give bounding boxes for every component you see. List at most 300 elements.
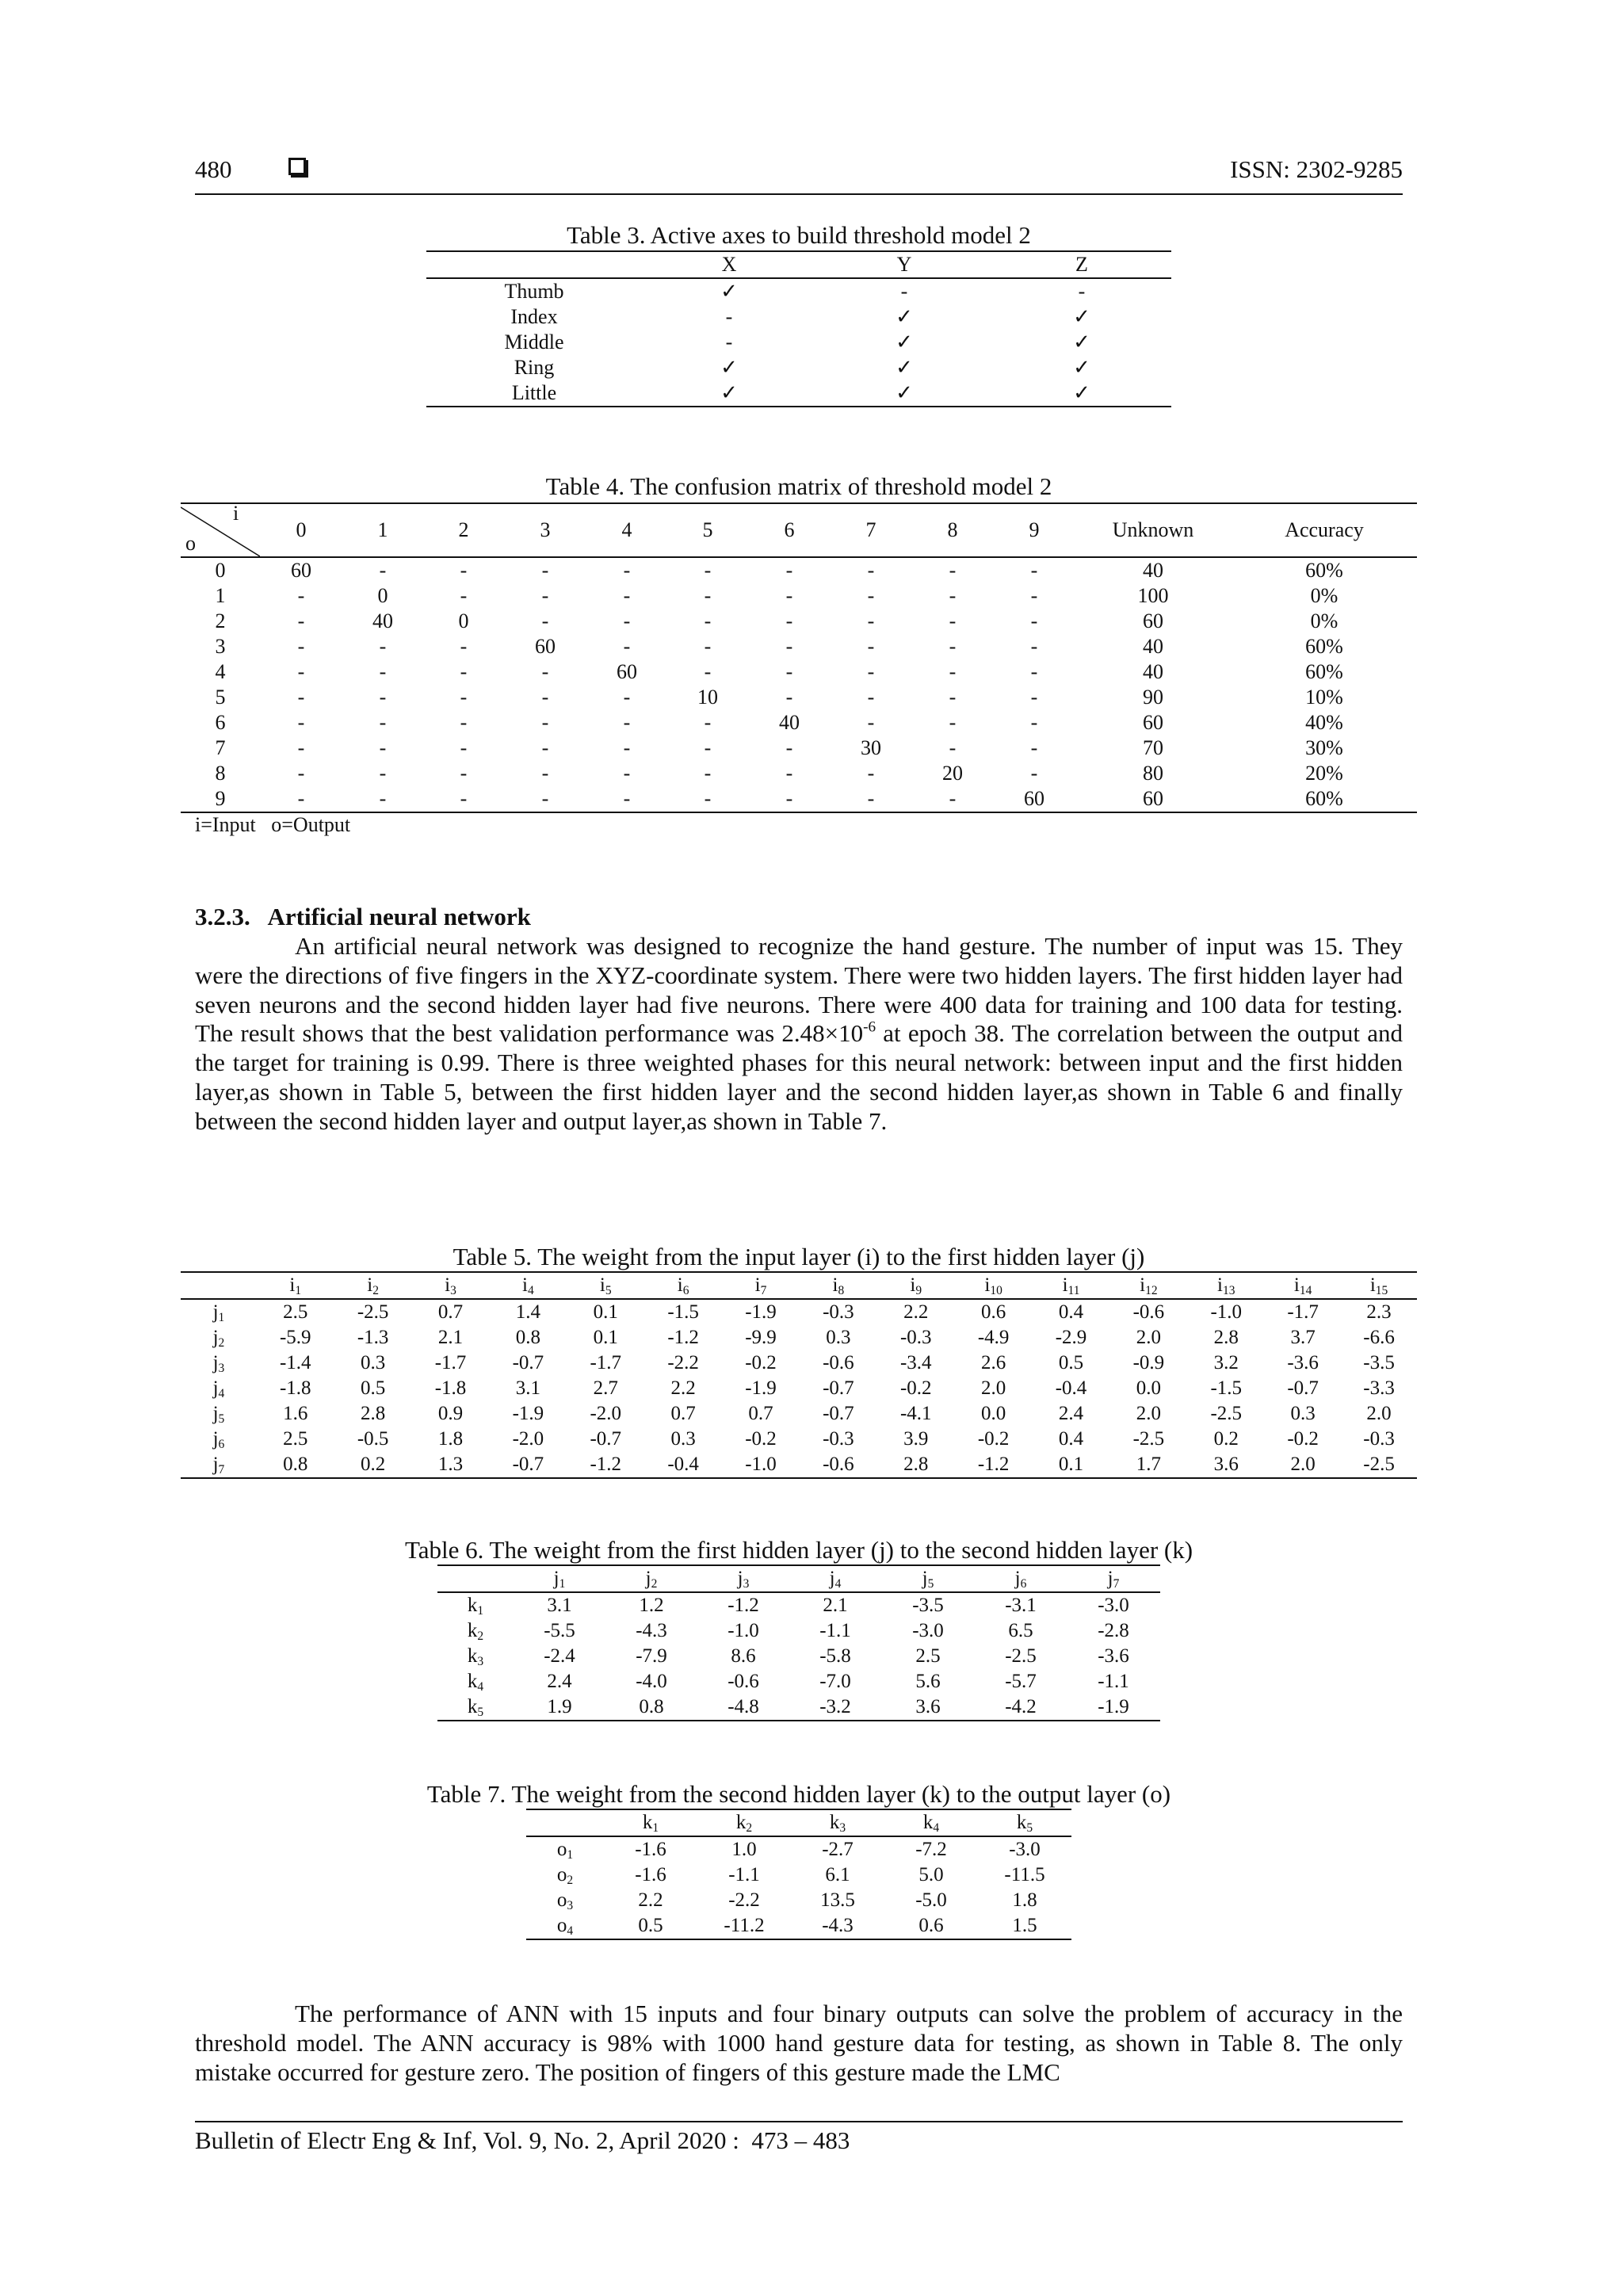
- table-row: [181, 1427, 1417, 1452]
- table4-cell: -: [1030, 660, 1038, 683]
- table4-cell: 10%: [1305, 686, 1343, 709]
- table-row: [181, 1401, 1417, 1427]
- table5-cell: 2.8: [361, 1403, 386, 1424]
- closing-paragraph: The performance of ANN with 15 inputs and four binary outputs can solve the problem of accuracy in the threshold model. The ANN accuracy is 98% with 1000 hand gesture data for testing, as shown in Table 8. The only mistake occurred for gesture zero. The position of fingers of this gesture made the LMC: [195, 2000, 1403, 2086]
- table5-cell: -0.6: [823, 1352, 854, 1373]
- table7-row-label: [526, 1913, 604, 1939]
- table4-cell: 0: [377, 584, 388, 607]
- table7: [526, 1809, 1071, 1940]
- table7-col-header: [884, 1809, 978, 1836]
- table5-cell: -0.3: [823, 1428, 854, 1450]
- table3-row-label: Index: [510, 305, 558, 328]
- table-row: [526, 1862, 1071, 1888]
- table5-cell: 0.3: [361, 1352, 386, 1373]
- table5-row-label-text: $j_5$: [212, 1403, 225, 1426]
- table5-cell: -0.6: [800, 1452, 877, 1478]
- table-row: [181, 634, 1417, 659]
- table6-cell: -1.1: [819, 1620, 851, 1641]
- table4-cell: -: [785, 736, 793, 759]
- table4-cell: -: [949, 584, 957, 607]
- table4-cell: -: [297, 584, 305, 607]
- table6-col-header: [605, 1565, 697, 1592]
- table6-cell: -5.5: [544, 1620, 575, 1641]
- table5-cell: -1.9: [745, 1301, 777, 1323]
- table6-row-label-text: $k_3$: [467, 1645, 484, 1668]
- table4-header-row: [181, 503, 1417, 557]
- table7-row-label: [526, 1888, 604, 1913]
- table4-cell: -: [704, 609, 712, 632]
- table-row: [526, 1888, 1071, 1913]
- table4-cell: 70: [1143, 736, 1163, 759]
- table5-cell: 3.9: [903, 1428, 929, 1450]
- table5-cell: 0.1: [1033, 1452, 1110, 1478]
- table6-header-row: [437, 1565, 1160, 1592]
- table3-cell: ✓: [1073, 330, 1090, 353]
- table5-cell: -2.0: [512, 1428, 544, 1450]
- table5-cell: -1.0: [1210, 1301, 1243, 1323]
- table7-row-label-text: $o_2$: [556, 1864, 574, 1887]
- table3-col-header: Z: [992, 251, 1171, 278]
- table4-cell: 20%: [1305, 762, 1343, 785]
- table4-col-header: 0: [260, 503, 342, 557]
- table3-cell: ✓: [896, 305, 913, 328]
- table5-cell: 0.5: [1058, 1352, 1084, 1373]
- table5-cell: -0.4: [644, 1452, 722, 1478]
- table-row: [437, 1644, 1160, 1669]
- table3-cell: -: [1078, 280, 1086, 303]
- table5-cell: 0.5: [361, 1377, 386, 1399]
- table4-cell: -: [460, 559, 468, 582]
- table5-cell: -1.7: [434, 1352, 467, 1373]
- table7-cell: 2.2: [638, 1889, 663, 1911]
- table4-cell: -: [867, 584, 875, 607]
- table7-cell: 0.5: [604, 1913, 697, 1939]
- table5-cell: -0.2: [977, 1428, 1010, 1450]
- table6-row-label-text: $k_5$: [467, 1696, 484, 1719]
- table5-cell: -0.7: [823, 1377, 854, 1399]
- table4-cell: -: [1030, 584, 1038, 607]
- table4-cell: 30: [861, 736, 881, 759]
- table4-cell: -: [785, 559, 793, 582]
- table5-cell: -2.5: [1341, 1452, 1417, 1478]
- table4-cell: -: [785, 686, 793, 709]
- table6-row-label-text: $k_1$: [467, 1595, 484, 1618]
- table6-col-label: $j_2$: [645, 1568, 658, 1591]
- table7-col-label: $k_4$: [922, 1812, 940, 1835]
- table4-cell: -: [867, 686, 875, 709]
- table4-cell: -: [949, 559, 957, 582]
- table3-header-row: [426, 251, 1171, 278]
- table5-cell: -0.5: [357, 1428, 389, 1450]
- table3-caption: Table 3. Active axes to build threshold model 2: [567, 221, 1031, 249]
- table4-cell: -: [260, 786, 342, 812]
- table-row: [437, 1592, 1160, 1618]
- table5-cell: 2.5: [283, 1301, 308, 1323]
- table4-cell: -: [949, 635, 957, 658]
- table4-col-header: 9: [994, 503, 1075, 557]
- table6-cell: -5.8: [819, 1645, 851, 1667]
- footer-rule: [195, 2121, 1403, 2122]
- table5-cell: 0.1: [593, 1327, 618, 1348]
- table5-col-label: $i_3$: [445, 1274, 456, 1297]
- table3-row-label: Little: [426, 380, 642, 407]
- table7-header-row: [526, 1809, 1071, 1836]
- table3-cell: ✓: [896, 330, 913, 353]
- table4-cell: -: [297, 736, 305, 759]
- table7-row-label: [526, 1862, 604, 1888]
- table5-col-header: [1187, 1272, 1265, 1299]
- table5-cell: 3.2: [1213, 1352, 1239, 1373]
- table5-cell: -1.8: [279, 1377, 311, 1399]
- table7-cell: 6.1: [825, 1864, 850, 1885]
- table5-row-label-text: $j_2$: [212, 1327, 225, 1350]
- table4-cell: -: [623, 609, 631, 632]
- table5-cell: 1.3: [412, 1452, 490, 1478]
- table5-cell: 0.4: [1058, 1428, 1084, 1450]
- table7-cell: -5.0: [915, 1889, 947, 1911]
- table4-cell: -: [460, 711, 468, 734]
- table4-cell: 80: [1143, 762, 1163, 785]
- table6-cell: -4.2: [975, 1694, 1067, 1721]
- table4-cell: 0%: [1310, 584, 1338, 607]
- table4-cell: -: [785, 762, 793, 785]
- table6-row-label: [437, 1694, 514, 1721]
- table4-cell: -: [460, 736, 468, 759]
- table4-cell: -: [1030, 686, 1038, 709]
- table5-row-label-text: $j_1$: [212, 1301, 225, 1324]
- table5-col-label: $i_5$: [599, 1274, 612, 1297]
- table4-cell: 30%: [1305, 736, 1343, 759]
- table5-cell: -4.9: [977, 1327, 1010, 1348]
- table3-cell: ✓: [1073, 305, 1090, 328]
- table6-col-header: [975, 1565, 1067, 1592]
- table4: [181, 502, 1417, 813]
- table4-cell: -: [704, 736, 712, 759]
- table6-caption: Table 6. The weight from the first hidden layer (j) to the second hidden layer (k): [404, 1536, 1193, 1564]
- table6-col-label: $j_7$: [1107, 1568, 1120, 1591]
- table5-cell: 0.4: [1058, 1301, 1084, 1323]
- table-row: [181, 786, 1417, 812]
- table5-cell: -1.2: [955, 1452, 1033, 1478]
- table4-cell: -: [297, 635, 305, 658]
- table-row: [426, 355, 1171, 380]
- table6-cell: 5.6: [915, 1671, 941, 1692]
- table7-cell: -1.6: [635, 1839, 666, 1860]
- table5-cell: 0.3: [826, 1327, 851, 1348]
- table4-col-header: 3: [504, 503, 586, 557]
- table6-col-header: [514, 1565, 605, 1592]
- table-row: [437, 1669, 1160, 1694]
- table4-cell: -: [623, 635, 631, 658]
- table4-cell: -: [460, 686, 468, 709]
- table5-cell: 0.8: [257, 1452, 334, 1478]
- table4-cell: -: [541, 660, 549, 683]
- table3-col-header: [426, 251, 642, 278]
- table6-cell: 2.4: [547, 1671, 572, 1692]
- table5-cell: 2.7: [593, 1377, 618, 1399]
- table6-row-label-text: $k_4$: [467, 1671, 484, 1694]
- table4-cell: 0%: [1310, 609, 1338, 632]
- table5-cell: -0.2: [745, 1428, 777, 1450]
- table4-cell: -: [342, 786, 423, 812]
- table5-cell: -0.4: [1055, 1377, 1087, 1399]
- table5-cell: -2.2: [667, 1352, 699, 1373]
- table4-cell: -: [623, 584, 631, 607]
- table5-col-label: $i_6$: [677, 1274, 689, 1297]
- table5-cell: 2.0: [981, 1377, 1006, 1399]
- table4-cell: -: [541, 711, 549, 734]
- table7-cell: 5.0: [918, 1864, 944, 1885]
- table4-cell: 90: [1143, 686, 1163, 709]
- table4-cell: -: [297, 609, 305, 632]
- table-row: [526, 1913, 1071, 1939]
- table4-cell: -: [1030, 609, 1038, 632]
- table6-cell: 3.6: [881, 1694, 975, 1721]
- table4-cell: -: [541, 584, 549, 607]
- table4-cell: -: [831, 786, 911, 812]
- table5-cell: -1.7: [1287, 1301, 1319, 1323]
- table6-corner-cell: [437, 1565, 514, 1592]
- table5-cell: -3.4: [899, 1352, 932, 1373]
- table6-cell: -0.6: [727, 1671, 759, 1692]
- table5-cell: -0.7: [489, 1452, 567, 1478]
- table7-row-label-text: $o_3$: [556, 1889, 574, 1912]
- table-row: [437, 1618, 1160, 1644]
- table5-row-label-text: $j_4$: [212, 1377, 225, 1400]
- table6-row-label: [437, 1618, 514, 1644]
- table4-cell: 60: [617, 660, 637, 683]
- table-row: [426, 304, 1171, 330]
- table5-cell: -0.3: [823, 1301, 854, 1323]
- table4-col-header: Accuracy: [1232, 503, 1417, 557]
- table4-cell: 40: [1143, 660, 1163, 683]
- table4-cell: -: [504, 786, 586, 812]
- table6-row-label: [437, 1669, 514, 1694]
- table6: [437, 1564, 1160, 1721]
- table5-col-label: $i_9$: [910, 1274, 922, 1297]
- table3-cell: ✓: [642, 380, 816, 407]
- paragraph-text-part2: at epoch 38. The correlation between the output and the target for training is 0.99. There is three weighted phases for this neural network: between input and the first hidden layer,as shown in Table 5, between the first hidden layer and the second hidden layer,as shown in Table 6 and finally between the second hidden layer and output layer,as shown in Table 7.: [195, 1019, 1403, 1135]
- table6-row-label: [437, 1592, 514, 1618]
- table4-note: i=Input o=Output: [195, 813, 351, 836]
- table5-cell: -1.2: [667, 1327, 699, 1348]
- table6-cell: -4.3: [636, 1620, 667, 1641]
- table5-cell: 0.3: [1290, 1403, 1316, 1424]
- table4-cell: -: [949, 609, 957, 632]
- table5-cell: -0.2: [745, 1352, 777, 1373]
- table6-cell: 2.1: [823, 1595, 848, 1616]
- table4-cell: -: [867, 609, 875, 632]
- table7-cell: -7.2: [915, 1839, 947, 1860]
- table-row: [181, 1325, 1417, 1350]
- table-row: [526, 1836, 1071, 1862]
- table4-cell: -: [623, 736, 631, 759]
- table7-col-label: $k_2$: [735, 1812, 753, 1835]
- table4-cell: -: [867, 762, 875, 785]
- table5-cell: -3.3: [1363, 1377, 1395, 1399]
- table5-cell: 0.9: [437, 1403, 464, 1424]
- table6-col-label: $j_1$: [553, 1568, 566, 1591]
- table5-cell: 2.4: [1058, 1403, 1084, 1424]
- table5-row-label-text: $j_7$: [212, 1454, 225, 1477]
- table4-cell: 10: [697, 686, 718, 709]
- table5-cell: -3.6: [1287, 1352, 1319, 1373]
- table6-cell: 0.8: [605, 1694, 697, 1721]
- table5-col-header: [1109, 1272, 1187, 1299]
- table4-cell: -: [541, 686, 549, 709]
- table6-cell: -3.0: [1098, 1595, 1129, 1616]
- table3-col-header: X: [642, 251, 816, 278]
- table7-cell: -2.7: [822, 1839, 854, 1860]
- table-row: [426, 380, 1171, 407]
- table5-header-row: [181, 1272, 1417, 1299]
- table4-col-header: 5: [667, 503, 748, 557]
- table4-cell: -: [623, 559, 631, 582]
- table5-cell: -0.9: [1132, 1352, 1165, 1373]
- table6-col-label: $j_6$: [1014, 1568, 1027, 1591]
- table4-cell: -: [704, 635, 712, 658]
- table-row: [181, 735, 1417, 761]
- table7-cell: -11.2: [697, 1913, 791, 1939]
- table-row: [181, 710, 1417, 735]
- table3: [426, 250, 1171, 407]
- table5-cell: -2.5: [1132, 1428, 1165, 1450]
- table-row: [181, 609, 1417, 634]
- table6-cell: -1.0: [727, 1620, 759, 1641]
- table-row: [437, 1694, 1160, 1721]
- table4-cell: 60: [994, 786, 1075, 812]
- table5-cell: 3.7: [1290, 1327, 1316, 1348]
- box-glyph-icon: [288, 158, 306, 175]
- table5-cell: 3.6: [1187, 1452, 1265, 1478]
- table4-row-label: 0: [215, 559, 226, 582]
- table4-cell: 60: [1143, 609, 1163, 632]
- table7-row-label-text: $o_1$: [556, 1839, 574, 1862]
- table5-col-label: $i_1$: [289, 1274, 302, 1297]
- table6-col-header: [789, 1565, 881, 1592]
- table4-cell: -: [297, 660, 305, 683]
- table7-cell: 0.6: [884, 1913, 978, 1939]
- table5-col-label: $i_{11}$: [1062, 1274, 1080, 1297]
- table5-cell: 3.1: [515, 1377, 541, 1399]
- table5-cell: 2.8: [1213, 1327, 1239, 1348]
- table4-cell: -: [704, 559, 712, 582]
- table4-row-label: 3: [215, 635, 226, 658]
- table3-cell: -: [725, 305, 733, 328]
- table-row: [426, 278, 1171, 304]
- table4-col-header: 1: [342, 503, 423, 557]
- table6-cell: -2.4: [544, 1645, 575, 1667]
- table5-cell: -1.4: [279, 1352, 311, 1373]
- table6-cell: -2.5: [1005, 1645, 1037, 1667]
- table4-cell: -: [541, 559, 549, 582]
- table3-row-label: Thumb: [504, 280, 564, 303]
- table5-col-label: $i_4$: [522, 1274, 534, 1297]
- table4-cell: -: [423, 786, 504, 812]
- table3-cell: ✓: [1073, 356, 1090, 379]
- table3-row-label: Ring: [514, 356, 555, 379]
- table5-cell: -1.7: [590, 1352, 622, 1373]
- table5-cell: -0.2: [1287, 1428, 1319, 1450]
- table4-cell: -: [379, 635, 387, 658]
- table4-cell: 40: [1143, 635, 1163, 658]
- table-row: [181, 685, 1417, 710]
- table4-cell: -: [460, 635, 468, 658]
- table6-cell: -5.7: [1005, 1671, 1037, 1692]
- table4-cell: -: [541, 609, 549, 632]
- table4-cell: -: [949, 660, 957, 683]
- table5-col-header: [1265, 1272, 1341, 1299]
- table4-cell: 60%: [1305, 660, 1343, 683]
- table4-cell: -: [541, 762, 549, 785]
- table4-cell: -: [586, 786, 667, 812]
- table4-cell: 40: [1143, 559, 1163, 582]
- table5-cell: 0.8: [515, 1327, 541, 1348]
- table4-caption: Table 4. The confusion matrix of threshold model 2: [545, 472, 1052, 500]
- table3-cell: ✓: [816, 380, 992, 407]
- table5-row-label: [181, 1452, 257, 1478]
- table4-row-label: 6: [215, 711, 226, 734]
- table4-cell: -: [867, 559, 875, 582]
- table5-col-label: $i_{14}$: [1293, 1274, 1312, 1297]
- table6-row-label: [437, 1644, 514, 1669]
- table4-cell: -: [785, 584, 793, 607]
- table6-col-label: $j_5$: [922, 1568, 934, 1591]
- table5-cell: -4.1: [899, 1403, 932, 1424]
- table4-cell: -: [623, 711, 631, 734]
- table5-cell: 2.0: [1265, 1452, 1341, 1478]
- table4-col-header: 4: [586, 503, 667, 557]
- table5-col-header: [955, 1272, 1033, 1299]
- table5-cell: -1.9: [512, 1403, 544, 1424]
- table4-row-label: 4: [215, 660, 226, 683]
- table6-cell: 6.5: [1008, 1620, 1033, 1641]
- table4-cell: -: [1030, 635, 1038, 658]
- table7-cell: 13.5: [820, 1889, 855, 1911]
- table5-col-label: $i_{10}$: [984, 1274, 1002, 1297]
- table5-cell: 1.4: [515, 1301, 541, 1323]
- table5-cell: 0.7: [437, 1301, 464, 1323]
- table4-cell: -: [460, 762, 468, 785]
- table5-cell: -0.2: [899, 1377, 932, 1399]
- table4-cell: -: [667, 786, 748, 812]
- table5-col-header: [644, 1272, 722, 1299]
- table5-row-label: [181, 1376, 257, 1401]
- table5-col-header: [1341, 1272, 1417, 1299]
- table5-cell: -1.5: [667, 1301, 699, 1323]
- table6-cell: -7.9: [636, 1645, 667, 1667]
- table5-cell: 1.6: [283, 1403, 308, 1424]
- table7-cell: -1.1: [728, 1864, 760, 1885]
- table5-col-header: [877, 1272, 955, 1299]
- table7-col-header: [978, 1809, 1071, 1836]
- table5-cell: -6.6: [1363, 1327, 1395, 1348]
- table6-col-header: [881, 1565, 975, 1592]
- table5-col-header: [489, 1272, 567, 1299]
- table5-col-header: [334, 1272, 412, 1299]
- table5-col-header: [257, 1272, 334, 1299]
- table5-cell: -2.5: [1210, 1403, 1243, 1424]
- table7-row-label-text: $o_4$: [556, 1915, 574, 1938]
- table4-row-label: 7: [215, 736, 226, 759]
- table4-cell: 60: [291, 559, 311, 582]
- table5-row-label: [181, 1299, 257, 1325]
- table5-col-header: [722, 1272, 800, 1299]
- table4-cell: 60: [1075, 786, 1232, 812]
- table5-cell: 2.6: [981, 1352, 1006, 1373]
- table4-row-label: 9: [181, 786, 260, 812]
- table5-cell: 0.0: [1136, 1377, 1162, 1399]
